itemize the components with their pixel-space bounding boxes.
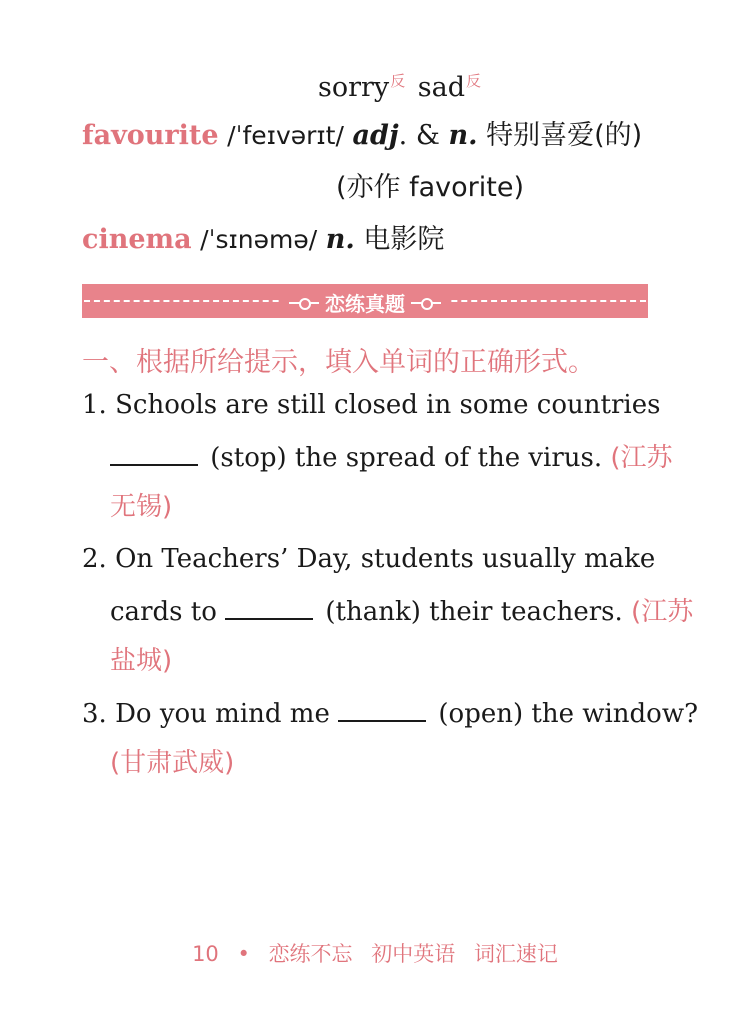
phonetic: /ˈsɪnəmə/	[200, 225, 318, 254]
page-footer	[0, 938, 750, 968]
phonetic: /ˈfeɪvərɪt/	[227, 121, 344, 150]
question-text: (stop) the spread of the virus.	[210, 443, 603, 473]
antonym-mark: 反	[390, 72, 406, 90]
source-tag: (江苏	[610, 443, 673, 473]
antonym-line	[318, 74, 485, 101]
word-sorry: sorry	[318, 72, 390, 103]
page-number: 10	[192, 942, 219, 966]
word-sad: sad	[417, 72, 466, 103]
part-of-speech: n.	[325, 224, 355, 255]
footer-dot: •	[237, 942, 250, 966]
meaning: 电影院	[363, 224, 445, 255]
question-text: (open) the window?	[438, 699, 699, 729]
ornament-icon	[289, 298, 319, 308]
alternate-spelling: (亦作 favorite)	[336, 172, 524, 203]
headword: favourite	[82, 120, 219, 151]
answer-blank[interactable]	[225, 598, 313, 620]
question-text: (thank) their teachers.	[325, 597, 623, 627]
question-1-line-2	[110, 444, 673, 471]
question-1-line-1: 1. Schools are still closed in some countries	[82, 390, 661, 420]
source-tag: 盐城)	[110, 646, 173, 676]
level-name: 初中英语	[371, 942, 456, 966]
section-banner	[82, 284, 648, 318]
exercise-instruction: 一、根据所给提示，填入单词的正确形式。	[82, 347, 595, 378]
source-tag: (甘肃武威)	[110, 748, 235, 778]
question-3-line-1	[82, 700, 698, 727]
source-tag: (江苏	[631, 597, 694, 627]
source-tag: 无锡)	[110, 492, 173, 522]
answer-blank[interactable]	[338, 700, 426, 722]
meaning: 特别喜爱(的)	[486, 120, 643, 151]
part-of-speech: n.	[448, 120, 478, 151]
ornament-icon	[411, 298, 441, 308]
question-text: cards to	[110, 597, 217, 627]
part-of-speech: adj	[352, 120, 399, 151]
topic-name: 词汇速记	[473, 942, 558, 966]
question-text: 3. Do you mind me	[82, 699, 330, 729]
question-2-line-1: 2. On Teachers’ Day, students usually make	[82, 544, 656, 574]
pos-separator: . &	[398, 120, 440, 151]
answer-blank[interactable]	[110, 444, 198, 466]
antonym-mark: 反	[466, 72, 482, 90]
headword: cinema	[82, 224, 192, 255]
vocab-entry-favourite	[82, 122, 642, 149]
question-2-line-2	[110, 598, 693, 625]
series-name: 恋练不忘	[268, 942, 353, 966]
vocab-entry-cinema	[82, 226, 444, 253]
banner-title-group	[281, 288, 449, 317]
banner-title: 恋练真题	[325, 292, 405, 316]
